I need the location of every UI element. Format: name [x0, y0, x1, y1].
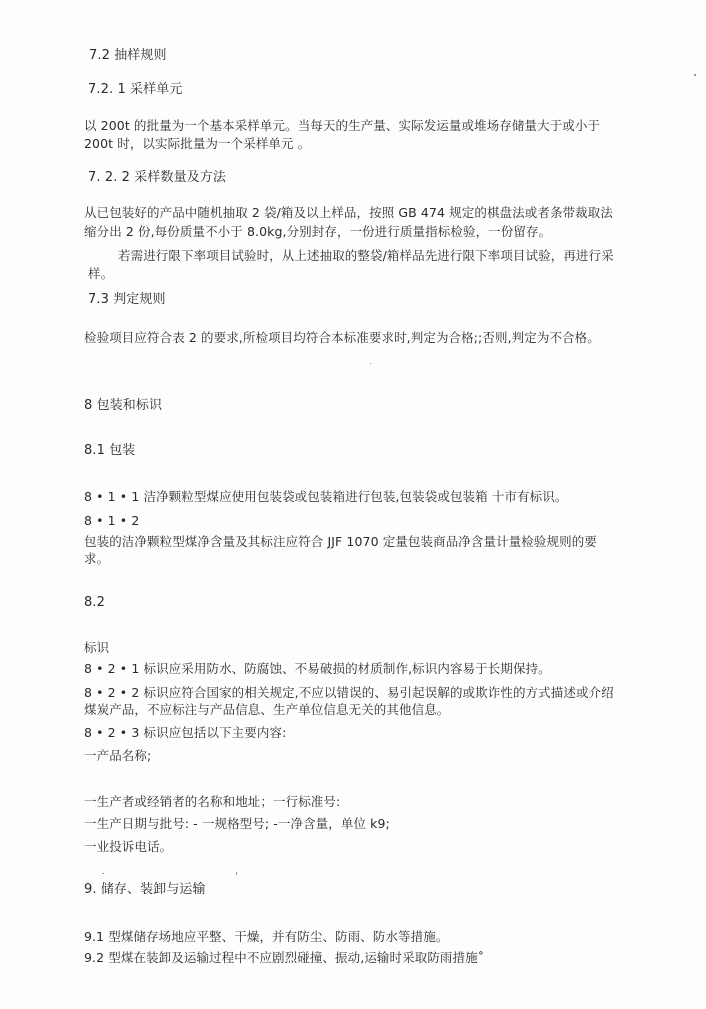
- scan-speck: [694, 74, 696, 76]
- paragraph-line: 8 • 2 • 1 标识应采用防水、防腐蚀、不易破损的材质制作,标识内容易于长期保持。: [84, 661, 551, 676]
- paragraph-line: 8 • 2 • 2 标识应符合国家的相关规定,不应以错误的、易引起误解的或欺诈性的方式描述或介绍: [84, 685, 614, 700]
- list-item: 一生产者或经销者的名称和地址；一行标准号:: [84, 794, 341, 809]
- paragraph-line: 200t 时，以实际批量为一个采样单元 。: [84, 136, 311, 151]
- paragraph-line: 求。: [84, 551, 110, 566]
- paragraph-line: 煤炭产品，不应标注与产品信息、生产单位信息无关的其他信息。: [84, 702, 450, 717]
- paragraph-line: 包装的洁净颗粒型煤净含量及其标注应符合 JJF 1070 定量包装商品净含量计量检验规则的要: [84, 534, 597, 549]
- paragraph-line: 8 • 1 • 1 洁净颗粒型煤应使用包装袋或包装箱进行包装,包装袋或包装箱 十市有标识。: [84, 489, 568, 504]
- section-7-2-1-heading: 7.2. 1 采样单元: [88, 82, 183, 97]
- paragraph-line: 以 200t 的批量为一个基本采样单元。当每天的生产量、实际发运量或堆场存储量大于或小于: [84, 118, 601, 133]
- list-item: 一生产日期与批号: - 一规格型号; -一净含量，单位 k9;: [84, 816, 390, 831]
- paragraph-line: 从已包装好的产品中随机抽取 2 袋/箱及以上样品，按照 GB 474 规定的棋盘法或者条带裁取法: [84, 205, 613, 220]
- section-9-heading: 9. 储存、装卸与运输: [84, 882, 206, 897]
- section-7-2-2-heading: 7. 2. 2 采样数量及方法: [88, 170, 226, 185]
- section-8-1-heading: 8.1 包装: [84, 443, 136, 458]
- paragraph-line: 样。: [88, 266, 114, 281]
- paragraph-line: 若需进行限下率项目试验时，从上述抽取的整袋/箱样品先进行限下率项目试验，再进行采: [118, 248, 614, 263]
- scan-speck: [102, 873, 104, 874]
- section-7-2-heading: 7.2 抽样规则: [89, 48, 167, 63]
- paragraph-line: 缩分出 2 份,每份质量不小于 8.0kg,分别封存，一份进行质量指标检验，一份留存。: [84, 224, 552, 239]
- section-8-heading: 8 包装和标识: [84, 398, 163, 413]
- paragraph-line: 9.2 型煤在装卸及运输过程中不应剧烈碰撞、振动,运输时采取防雨措施˚: [84, 950, 485, 965]
- clause-number: 8 • 1 • 2: [84, 513, 140, 528]
- list-item: 一业投诉电话。: [84, 839, 173, 854]
- paragraph-line: 9.1 型煤储存场地应平整、干燥，并有防尘、防雨、防水等措施。: [84, 929, 449, 944]
- subheading-label: 标识: [84, 640, 110, 655]
- section-7-3-heading: 7.3 判定规则: [88, 292, 166, 307]
- paragraph-line: 8 • 2 • 3 标识应包括以下主要内容:: [84, 725, 287, 740]
- section-8-2-heading: 8.2: [84, 595, 105, 610]
- paragraph-line: 检验项目应符合表 2 的要求,所检项目均符合本标准要求时,判定为合格;;否则,判定为不合格。: [84, 330, 600, 345]
- scan-speck: [370, 363, 371, 364]
- list-item: 一产品名称;: [84, 748, 152, 763]
- scan-speck: [236, 872, 237, 875]
